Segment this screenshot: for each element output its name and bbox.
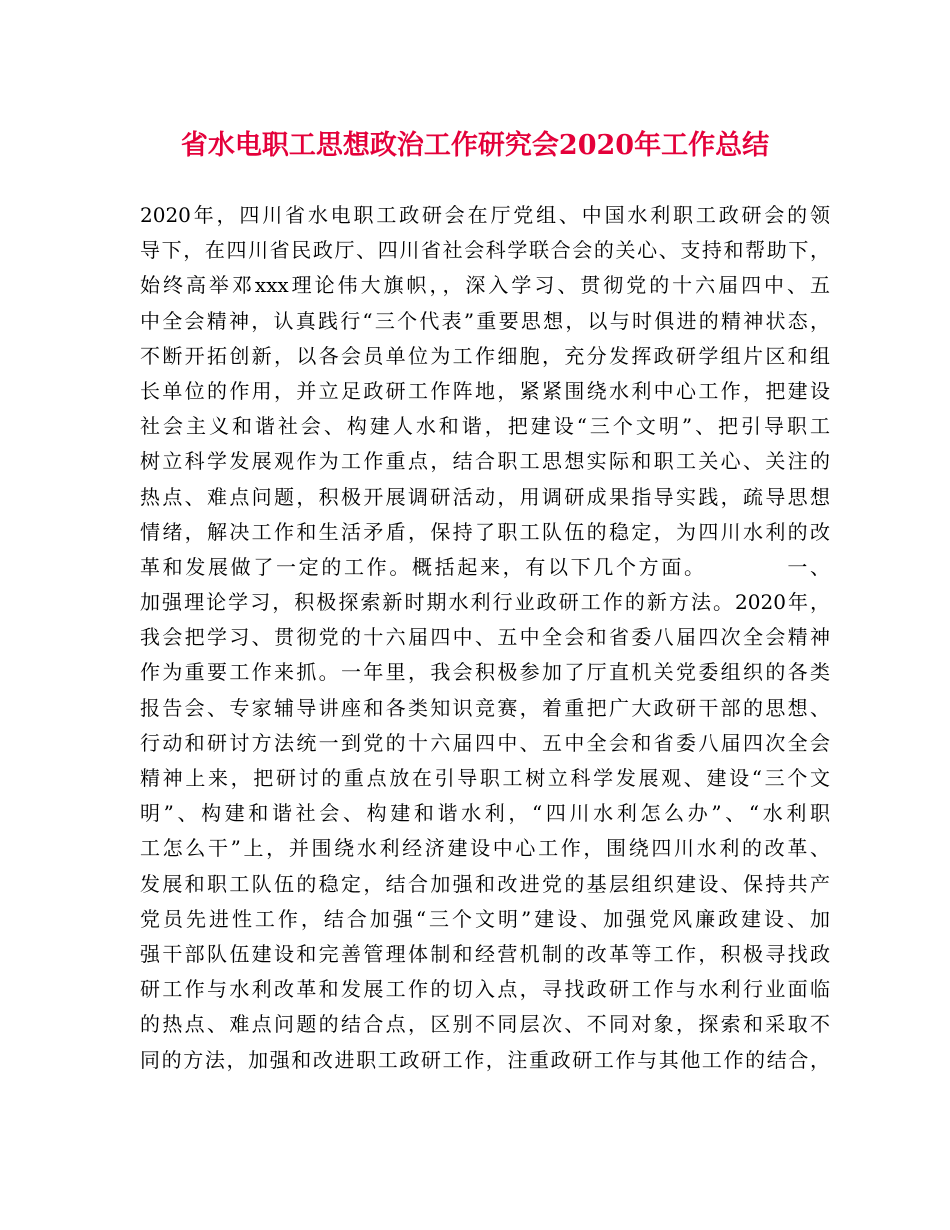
text-line: 2020年，四川省水电职工政研会在厅党组、中国水利职工政研会的领 xyxy=(140,203,830,227)
text-line: 中全会精神，认真践行“三个代表”重要思想，以与时俱进的精神状态， xyxy=(140,308,830,333)
text-line: 发展和职工队伍的稳定，结合加强和改进党的基层组织建设、保持共产 xyxy=(140,871,830,896)
text-line: 革和发展做了一定的工作。概括起来，有以下几个方面。 一、 xyxy=(140,554,830,579)
text-line: 党员先进性工作，结合加强“三个文明”建设、加强党风廉政建设、加 xyxy=(140,906,830,931)
text-line: 我会把学习、贯彻党的十六届四中、五中全会和省委八届四次全会精神 xyxy=(140,625,830,650)
text-line: 导下，在四川省民政厅、四川省社会科学联合会的关心、支持和帮助下， xyxy=(140,238,830,263)
text-line: 不断开拓创新，以各会员单位为工作细胞，充分发挥政研学组片区和组 xyxy=(140,343,830,368)
text-line: 的热点、难点问题的结合点，区别不同层次、不同对象，探索和采取不 xyxy=(140,1012,830,1037)
text-line: 强干部队伍建设和完善管理体制和经营机制的改革等工作，积极寻找政 xyxy=(140,941,830,966)
text-line: 研工作与水利改革和发展工作的切入点，寻找政研工作与水利行业面临 xyxy=(140,977,830,1002)
text-line: 情绪，解决工作和生活矛盾，保持了职工队伍的稳定，为四川水利的改 xyxy=(140,519,830,544)
body-paragraph xyxy=(140,198,830,1078)
text-line: 精神上来，把研讨的重点放在引导职工树立科学发展观、建设“三个文 xyxy=(140,766,830,790)
text-line: 树立科学发展观作为工作重点，结合职工思想实际和职工关心、关注的 xyxy=(140,449,830,474)
text-line: 行动和研讨方法统一到党的十六届四中、五中全会和省委八届四次全会 xyxy=(140,730,830,755)
text-line: 工怎么干”上，并围绕水利经济建设中心工作，围绕四川水利的改革、 xyxy=(140,836,830,861)
text-line: 长单位的作用，并立足政研工作阵地，紧紧围绕水利中心工作，把建设 xyxy=(140,378,830,403)
text-line: 加强理论学习，积极探索新时期水利行业政研工作的新方法。2020年， xyxy=(140,590,830,615)
text-line: 报告会、专家辅导讲座和各类知识竞赛，着重把广大政研干部的思想、 xyxy=(140,695,830,720)
text-line: 作为重要工作来抓。一年里，我会积极参加了厅直机关党委组织的各类 xyxy=(140,660,830,685)
text-line: 热点、难点问题，积极开展调研活动，用调研成果指导实践，疏导思想 xyxy=(140,484,830,509)
text-line: 始终高举邓xxx理论伟大旗帜，，深入学习、贯彻党的十六届四中、五 xyxy=(140,273,830,298)
text-line: 社会主义和谐社会、构建人水和谐，把建设“三个文明”、把引导职工 xyxy=(140,414,830,439)
page-title: 省水电职工思想政治工作研究会2020年工作总结 xyxy=(180,130,770,161)
text-line: 明”、构建和谐社会、构建和谐水利，“四川水利怎么办”、“水利职 xyxy=(140,801,830,826)
text-line: 同的方法，加强和改进职工政研工作，注重政研工作与其他工作的结合， xyxy=(140,1047,830,1072)
